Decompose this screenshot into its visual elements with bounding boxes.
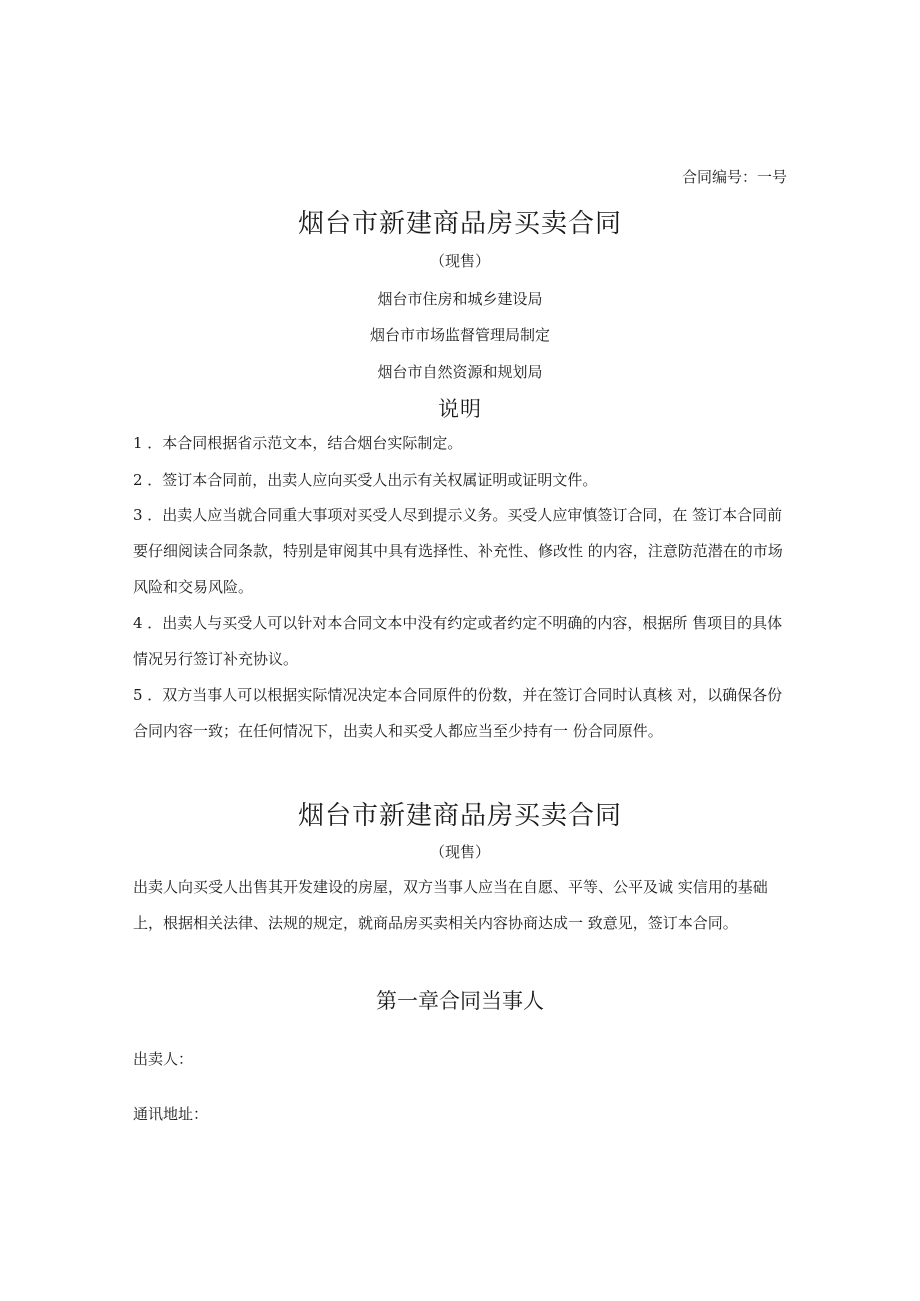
contract-subtitle: （现售）: [429, 843, 490, 861]
seller-label: 出卖人：: [133, 1050, 194, 1068]
issuer-3: 烟台市自然资源和规划局: [377, 363, 543, 381]
issuer-1: 烟台市住房和城乡建设局: [377, 290, 543, 308]
contract-title: 烟台市新建商品房买卖合同: [297, 801, 622, 831]
issuer-2: 烟台市市场监督管理局制定: [369, 326, 550, 344]
contract-number: 合同编号：一号: [681, 168, 787, 186]
note-item-3: 3 ．出卖人应当就合同重大事项对买受人尽到提示义务。买受人应审慎签订合同，在 签订本合同前要仔细阅读合同条款，特别是审阅其中具有选择性、补充性、修改性 的内容，注意防范潜在的市场风险和交易风险。: [133, 506, 783, 596]
note-item-4: 4 ．出卖人与买受人可以针对本合同文本中没有约定或者约定不明确的内容，根据所 售项目的具体情况另行签订补充协议。: [133, 614, 783, 668]
cover-title: 烟台市新建商品房买卖合同: [297, 209, 622, 239]
note-item-2: 2 ．签订本合同前，出卖人应向买受人出示有关权属证明或证明文件。: [133, 471, 598, 489]
notes-heading: 说明: [438, 397, 482, 421]
chapter-1-heading: 第一章合同当事人: [376, 989, 544, 1013]
address-label: 通讯地址：: [133, 1105, 209, 1123]
note-item-5: 5 ．双方当事人可以根据实际情况决定本合同原件的份数，并在签订合同时认真核 对，以确保各份合同内容一致；在任何情况下，出卖人和买受人都应当至少持有一 份合同原件。: [133, 686, 783, 740]
note-item-1: 1 ．本合同根据省示范文本，结合烟台实际制定。: [133, 434, 463, 452]
contract-preamble: 出卖人向买受人出售其开发建设的房屋，双方当事人应当在自愿、平等、公平及诚 实信用的基础上，根据相关法律、法规的规定，就商品房买卖相关内容协商达成一 致意见，签订本合同。: [133, 878, 768, 932]
cover-subtitle: （现售）: [429, 252, 490, 270]
